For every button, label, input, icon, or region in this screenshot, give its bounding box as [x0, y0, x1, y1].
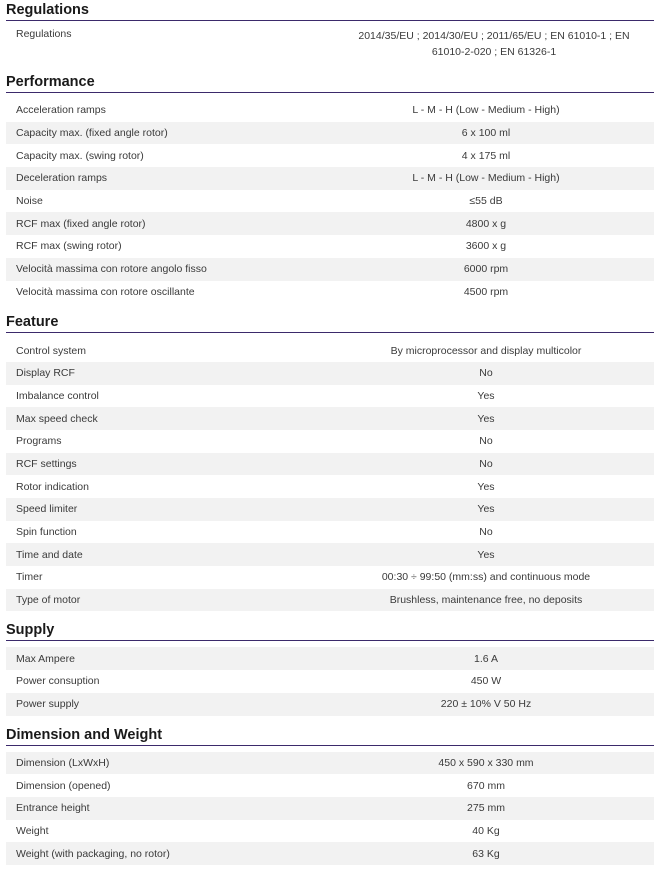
- spec-label: Time and date: [16, 548, 83, 561]
- spec-row: [6, 339, 654, 362]
- spec-label: Control system: [16, 344, 87, 357]
- spec-value: 4500 rpm: [463, 285, 509, 298]
- spec-value: No: [479, 367, 493, 380]
- spec-value: Yes: [477, 412, 495, 425]
- spec-row: [6, 589, 654, 612]
- spec-value: Yes: [477, 480, 495, 493]
- spec-label: Regulations: [16, 28, 72, 40]
- spec-row: [6, 498, 654, 521]
- spec-label: Velocità massima con rotore angolo fisso: [16, 263, 207, 276]
- spec-row: [6, 212, 654, 235]
- spec-value: 450 W: [470, 675, 502, 688]
- spec-label: Entrance height: [16, 802, 90, 815]
- spec-value: 4800 x g: [465, 217, 507, 230]
- spec-row: [6, 842, 654, 865]
- spec-value: 63 Kg: [472, 847, 500, 860]
- section-performance: [6, 72, 654, 312]
- spec-row: [6, 774, 654, 797]
- spec-row: [6, 797, 654, 820]
- spec-value: Brushless, maintenance free, no deposits: [389, 594, 583, 607]
- spec-value: 4 x 175 ml: [461, 149, 511, 162]
- spec-label: Imbalance control: [16, 389, 99, 402]
- spec-label: RCF max (swing rotor): [16, 240, 122, 253]
- section-title: Feature: [6, 312, 654, 333]
- spec-row: [6, 430, 654, 453]
- section-title: Performance: [6, 72, 654, 93]
- spec-value: 2014/35/EU ; 2014/30/EU ; 2011/65/EU ; EN 61010-1 ; EN 61010-2-020 ; EN 61326-1: [358, 30, 630, 58]
- spec-row: [6, 670, 654, 693]
- spec-row: [6, 26, 654, 64]
- section-supply: [6, 620, 654, 724]
- section-title: Dimension and Weight: [6, 725, 654, 746]
- spec-label: Display RCF: [16, 367, 75, 380]
- spec-value: 6000 rpm: [463, 263, 509, 276]
- spec-value: No: [479, 526, 493, 539]
- spec-label: Programs: [16, 435, 62, 448]
- spec-value: ≤55 dB: [469, 195, 503, 208]
- spec-label: Deceleration ramps: [16, 172, 108, 185]
- spec-label: RCF max (fixed angle rotor): [16, 217, 146, 230]
- spec-row: [6, 820, 654, 843]
- spec-label: Dimension (opened): [16, 779, 111, 792]
- spec-label: Timer: [16, 571, 43, 584]
- spec-value: By microprocessor and display multicolor: [390, 344, 582, 357]
- spec-row: [6, 543, 654, 566]
- spec-row: [6, 647, 654, 670]
- spec-label: Velocità massima con rotore oscillante: [16, 285, 195, 298]
- spec-value: 3600 x g: [465, 240, 507, 253]
- spec-label: Spin function: [16, 526, 77, 539]
- spec-label: Power consuption: [16, 675, 100, 688]
- spec-label: Dimension (LxWxH): [16, 756, 110, 769]
- spec-label: RCF settings: [16, 457, 77, 470]
- spec-row: [6, 521, 654, 544]
- spec-value: 450 x 590 x 330 mm: [438, 756, 534, 769]
- spec-row: [6, 566, 654, 589]
- spec-row: [6, 235, 654, 258]
- section-feature: [6, 312, 654, 620]
- spec-row: [6, 385, 654, 408]
- spec-label: Speed limiter: [16, 503, 78, 516]
- spec-label: Type of motor: [16, 594, 81, 607]
- spec-value: 220 ± 10% V 50 Hz: [440, 698, 532, 711]
- spec-label: Acceleration ramps: [16, 104, 106, 117]
- spec-row: [6, 144, 654, 167]
- spec-row: [6, 407, 654, 430]
- spec-label: Rotor indication: [16, 480, 89, 493]
- spec-value: Yes: [477, 548, 495, 561]
- spec-row: [6, 122, 654, 145]
- spec-label: Power supply: [16, 698, 80, 711]
- spec-row: [6, 258, 654, 281]
- spec-row: [6, 190, 654, 213]
- spec-label: Max speed check: [16, 412, 98, 425]
- section-title: Regulations: [6, 0, 654, 21]
- spec-label: Weight: [16, 824, 49, 837]
- spec-value: L - M - H (Low - Medium - High): [412, 104, 560, 117]
- spec-value: No: [479, 457, 493, 470]
- spec-row: [6, 453, 654, 476]
- spec-value: 6 x 100 ml: [461, 127, 511, 140]
- spec-value: 1.6 A: [474, 652, 498, 665]
- spec-value: No: [479, 435, 493, 448]
- spec-label: Capacity max. (swing rotor): [16, 149, 144, 162]
- spec-label: Capacity max. (fixed angle rotor): [16, 127, 168, 140]
- spec-row: [6, 693, 654, 716]
- spec-row: [6, 752, 654, 775]
- spec-label: Noise: [16, 195, 43, 208]
- spec-value: Yes: [477, 503, 495, 516]
- spec-value: L - M - H (Low - Medium - High): [412, 172, 560, 185]
- spec-row: [6, 281, 654, 304]
- section-regulations: [6, 0, 654, 72]
- spec-label: Max Ampere: [16, 652, 75, 665]
- spec-row: [6, 99, 654, 122]
- spec-value: 00:30 ÷ 99:50 (mm:ss) and continuous mode: [381, 571, 591, 584]
- spec-value: 40 Kg: [472, 824, 500, 837]
- section-dimension-weight: [6, 725, 654, 874]
- section-title: Supply: [6, 620, 654, 641]
- spec-row: [6, 475, 654, 498]
- spec-value: 275 mm: [467, 802, 505, 815]
- spec-label: Weight (with packaging, no rotor): [16, 847, 170, 860]
- spec-value: 670 mm: [467, 779, 505, 792]
- spec-row: [6, 362, 654, 385]
- spec-row: [6, 167, 654, 190]
- spec-value: Yes: [477, 389, 495, 402]
